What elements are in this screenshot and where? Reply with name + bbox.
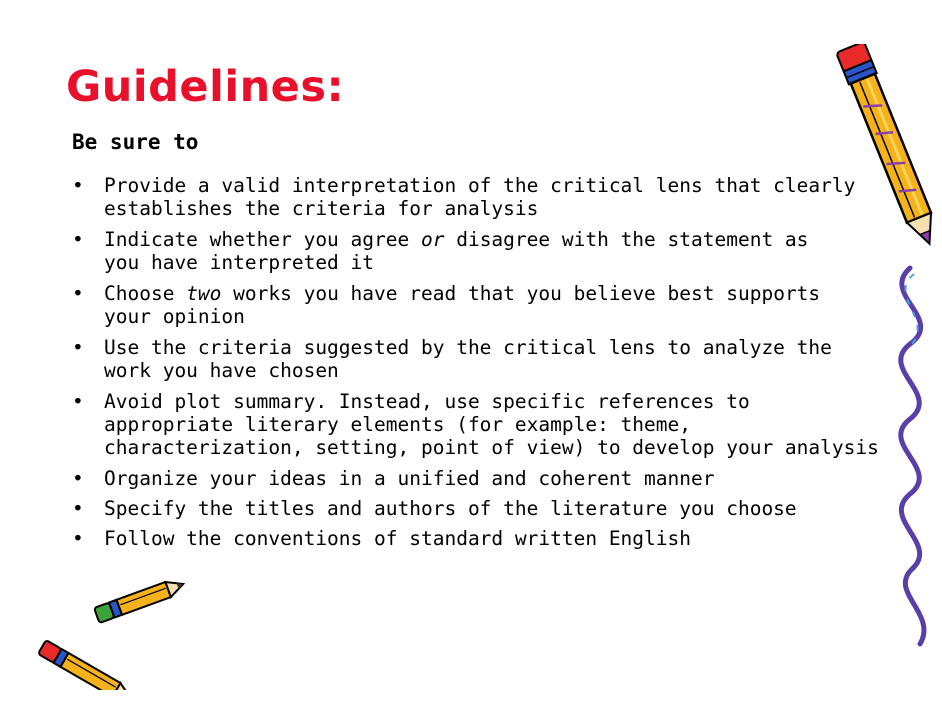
bullet-icon: • <box>72 527 84 550</box>
item-text: Indicate whether you agree <box>104 228 421 251</box>
item-text: work you have chosen <box>104 359 339 382</box>
bullet-icon: • <box>72 282 84 305</box>
bullet-icon: • <box>72 497 84 520</box>
item-text: disagree with the statement as <box>444 228 809 251</box>
item-text: works you have read that you believe best supports <box>221 282 821 305</box>
bullet-icon: • <box>72 228 84 251</box>
list-item <box>72 174 862 220</box>
bullet-icon: • <box>72 467 84 490</box>
item-text: Avoid plot summary. Instead, use specific references to <box>104 390 750 413</box>
list-item <box>72 336 862 382</box>
item-text: your opinion <box>104 305 245 328</box>
list-item <box>72 390 879 459</box>
item-text: Specify the titles and authors of the literature you choose <box>104 497 797 520</box>
list-item <box>72 497 862 520</box>
item-emphasis: or <box>420 228 445 251</box>
list-item <box>72 228 862 274</box>
slide-title: Guidelines: <box>66 62 345 112</box>
item-text: Follow the conventions of standard written English <box>104 527 691 550</box>
item-text: appropriate literary elements (for example: theme, <box>104 413 691 436</box>
bullet-icon: • <box>72 390 84 413</box>
list-item <box>72 527 862 550</box>
crossed-pencils-icon <box>36 580 186 690</box>
item-emphasis: two <box>186 282 222 305</box>
pencil-icon <box>760 44 942 654</box>
item-text: Use the criteria suggested by the critical lens to analyze the <box>104 336 832 359</box>
item-text: establishes the criteria for analysis <box>104 197 539 220</box>
bullet-icon: • <box>72 336 84 359</box>
bullet-icon: • <box>72 174 84 197</box>
item-text: characterization, setting, point of view) to develop your analysis <box>104 436 879 459</box>
guideline-list <box>72 174 879 557</box>
item-text: Provide a valid interpretation of the critical lens that clearly <box>104 174 856 197</box>
item-text: Organize your ideas in a unified and coherent manner <box>104 467 715 490</box>
slide-subtitle: Be sure to <box>72 130 199 154</box>
item-text: you have interpreted it <box>104 251 375 274</box>
item-text: Choose <box>104 282 187 305</box>
list-item <box>72 467 862 490</box>
list-item <box>72 282 862 328</box>
